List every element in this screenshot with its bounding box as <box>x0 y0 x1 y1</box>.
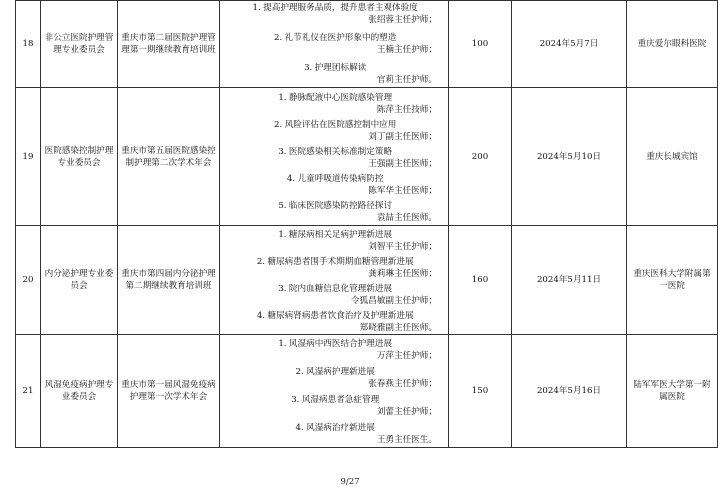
topics-cell <box>220 88 449 226</box>
topic-item: 4. 儿童呼吸道传染病防控 陈军华主任医师； <box>223 173 445 197</box>
topic-item: 3. 院内血糖信息化管理新进展 令狐昌敏副主任护师； <box>223 283 445 307</box>
topic-text: 糖尿病肾病患者饮食治疗及护理新进展 <box>267 310 414 321</box>
venue-cell: 重庆爱尔眼科医院 <box>627 1 718 88</box>
venue-cell: 重庆医科大学附属第一医院 <box>627 226 718 335</box>
attendee-count: 200 <box>449 88 512 226</box>
topic-item: 2. 礼节礼仪在医护形象中的塑造 王楠主任护师； <box>223 32 445 56</box>
topic-item: 2. 糖尿病患者围手术期期血糖管理新进展 龚莉琳主任医师； <box>223 256 445 280</box>
table-row <box>16 335 718 448</box>
event-title-cell: 重庆市第一届风湿免疫病护理第一次学术年会 <box>118 335 220 448</box>
row-number: 18 <box>16 1 41 88</box>
attendee-count: 100 <box>449 1 512 88</box>
topic-item: 2. 风险评估在医院感控制中应用 刘丁副主任医师； <box>223 119 445 143</box>
event-title-cell: 重庆市第五届医院感染控制护理第二次学术年会 <box>118 88 220 226</box>
table-row <box>16 226 718 335</box>
committee-cell: 内分泌护理专业委员会 <box>41 226 118 335</box>
topic-item: 2. 风湿病护理新进展 张春燕主任护师； <box>223 366 445 390</box>
event-date: 2024年5月7日 <box>512 1 627 88</box>
attendee-count: 150 <box>449 335 512 448</box>
topic-item: 4. 糖尿病肾病患者饮食治疗及护理新进展 郑晓雅副主任医师。 <box>223 310 445 334</box>
speaker: 龚莉琳主任医师； <box>368 268 437 279</box>
venue-cell: 陆军军医大学第一附属医院 <box>627 335 718 448</box>
committee-cell: 非公立医院护理管理专业委员会 <box>41 1 118 88</box>
topics-cell <box>220 1 449 88</box>
venue-cell: 重庆长城宾馆 <box>627 88 718 226</box>
topic-text: 提高护理服务品质，提升患者主观体验度 <box>263 3 418 13</box>
topic-item: 1. 糖尿病相关足病护理新进展 刘智平主任护师； <box>223 229 445 253</box>
page-number: 9/27 <box>340 477 360 487</box>
speaker: 官莉主任护师。 <box>376 75 437 85</box>
topic-item: 5. 临床医院感染防控路径探讨 袁喆主任医师。 <box>223 200 445 224</box>
topic-text: 礼节礼仪在医护形象中的塑造 <box>284 33 397 43</box>
speaker: 王楠主任护师； <box>376 45 437 55</box>
table-row <box>16 1 718 88</box>
committee-cell: 医院感染控制护理专业委员会 <box>41 88 118 226</box>
topic-item: 1. 静脉配液中心医院感染管理 陈萍主任技师； <box>223 92 445 116</box>
event-title-cell: 重庆市第二届医院护理管理第一期继续教育培训班 <box>118 1 220 88</box>
event-date: 2024年5月11日 <box>512 226 627 335</box>
speaker: 刘蕾主任护师； <box>376 407 437 417</box>
topic-item: 3. 风湿病患者急症管理 刘蕾主任护师； <box>223 394 445 418</box>
speaker: 万萍主任护师； <box>376 351 437 361</box>
topic-text: 护理团标解读 <box>314 63 367 73</box>
event-date: 2024年5月16日 <box>512 335 627 448</box>
speaker: 袁喆主任医师。 <box>376 212 437 223</box>
event-title-cell: 重庆市第四届内分泌护理第二期继续教育培训班 <box>118 226 220 335</box>
row-number: 19 <box>16 88 41 226</box>
committee-cell: 风湿免疫病护理专业委员会 <box>41 335 118 448</box>
event-date: 2024年5月10日 <box>512 88 627 226</box>
topics-cell <box>220 335 449 448</box>
topic-item: 3. 护理团标解读 官莉主任护师。 <box>223 62 445 86</box>
topic-text: 风湿病中西医结合护理进展 <box>288 339 393 349</box>
topic-text: 临床医院感染防控路径探讨 <box>288 200 393 211</box>
speaker: 陈军华主任医师； <box>368 185 437 196</box>
topic-text: 风湿病护理新进展 <box>306 367 375 377</box>
speaker: 陈萍主任技师； <box>376 104 437 115</box>
topics-cell <box>220 226 449 335</box>
schedule-table <box>15 0 718 448</box>
topic-text: 院内血糖信息化管理新进展 <box>288 283 393 294</box>
topic-item: 1. 风湿病中西医结合护理进展 万萍主任护师； <box>223 338 445 362</box>
topic-item: 3. 医院感染相关标准制定策略 王强副主任医师； <box>223 146 445 170</box>
speaker: 张绍蓉主任护师； <box>368 15 437 25</box>
topic-item: 4. 风湿病治疗新进展 王勇主任医生。 <box>223 422 445 446</box>
topic-text: 风湿病治疗新进展 <box>306 423 375 433</box>
topic-text: 静脉配液中心医院感染管理 <box>288 92 393 103</box>
topic-text: 儿童呼吸道传染病防控 <box>297 173 384 184</box>
speaker: 张春燕主任护师； <box>368 379 437 389</box>
topic-text: 糖尿病相关足病护理新进展 <box>288 229 393 240</box>
table-row <box>16 88 718 226</box>
speaker: 刘智平主任护师； <box>368 241 437 252</box>
attendee-count: 160 <box>449 226 512 335</box>
topic-text: 风湿病患者急症管理 <box>301 395 380 405</box>
topic-text: 医院感染相关标准制定策略 <box>288 146 393 157</box>
speaker: 王勇主任医生。 <box>376 435 437 445</box>
speaker: 郑晓雅副主任医师。 <box>359 322 437 333</box>
speaker: 令狐昌敏副主任护师； <box>351 295 437 306</box>
topic-item: 1. 提高护理服务品质，提升患者主观体验度 张绍蓉主任护师； <box>223 2 445 26</box>
speaker: 王强副主任医师； <box>368 158 437 169</box>
topic-text: 糖尿病患者围手术期期血糖管理新进展 <box>267 256 414 267</box>
speaker: 刘丁副主任医师； <box>368 131 437 142</box>
row-number: 20 <box>16 226 41 335</box>
row-number: 21 <box>16 335 41 448</box>
topic-text: 风险评估在医院感控制中应用 <box>284 119 397 130</box>
